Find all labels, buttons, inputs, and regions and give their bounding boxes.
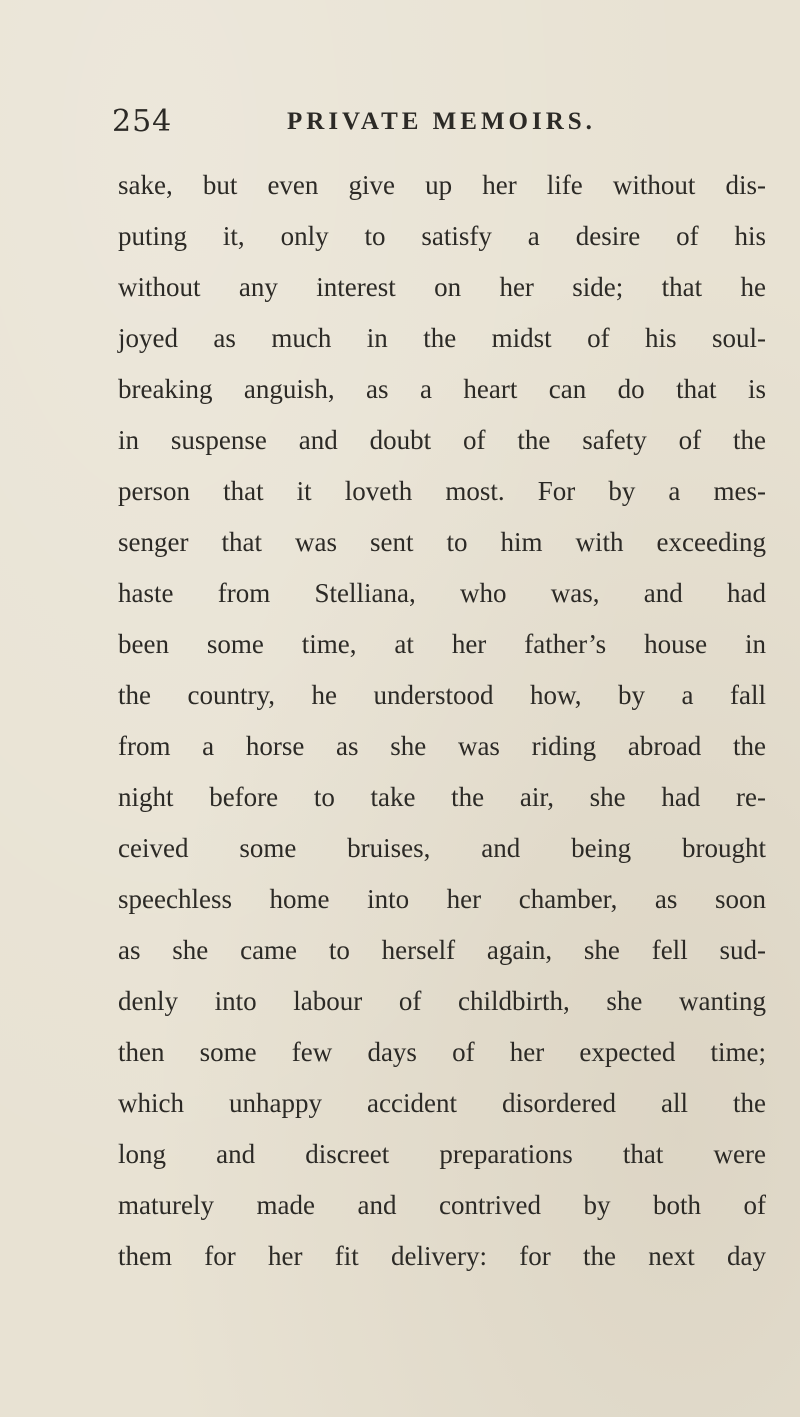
text-line: breaking anguish, as a heart can do that is <box>118 374 766 404</box>
text-line: in suspense and doubt of the safety of the <box>118 425 766 455</box>
text-line: from a horse as she was riding abroad the <box>118 731 766 761</box>
text-line: ceived some bruises, and being brought <box>118 833 766 863</box>
text-line: then some few days of her expected time; <box>118 1037 766 1067</box>
text-line: senger that was sent to him with exceeding <box>118 527 766 557</box>
text-line: puting it, only to satisfy a desire of his <box>118 221 766 251</box>
body-text <box>118 160 766 1282</box>
text-line: long and discreet preparations that were <box>118 1139 766 1169</box>
text-line: joyed as much in the midst of his soul- <box>118 323 766 353</box>
text-line: sake, but even give up her life without dis- <box>118 170 766 200</box>
text-line: person that it loveth most. For by a mes- <box>118 476 766 506</box>
running-head <box>112 104 752 144</box>
text-line: haste from Stelliana, who was, and had <box>118 578 766 608</box>
text-line: speechless home into her chamber, as soon <box>118 884 766 914</box>
text-line: night before to take the air, she had re- <box>118 782 766 812</box>
text-line: maturely made and contrived by both of <box>118 1190 766 1220</box>
text-line: denly into labour of childbirth, she wanting <box>118 986 766 1016</box>
text-line: the country, he understood how, by a fall <box>118 680 766 710</box>
text-line: which unhappy accident disordered all the <box>118 1088 766 1118</box>
text-line: as she came to herself again, she fell sud- <box>118 935 766 965</box>
text-line: been some time, at her father’s house in <box>118 629 766 659</box>
page-number: 254 <box>112 104 173 139</box>
text-line: without any interest on her side; that he <box>118 272 766 302</box>
text-line: them for her fit delivery: for the next day <box>118 1241 766 1271</box>
running-title: PRIVATE MEMOIRS. <box>287 108 596 135</box>
